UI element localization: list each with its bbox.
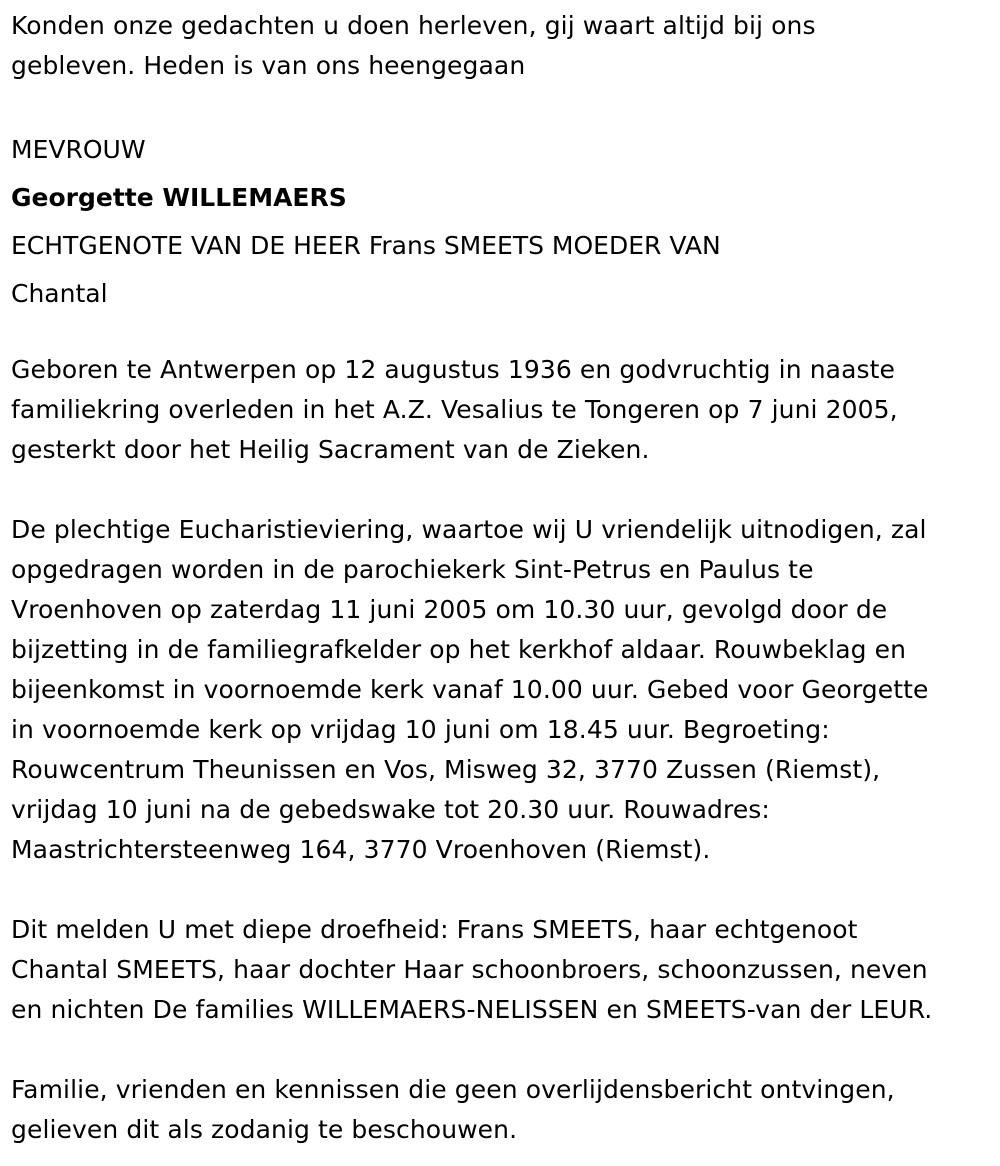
spacer	[11, 86, 1000, 126]
spacer	[11, 870, 1000, 910]
spouse-line: ECHTGENOTE VAN DE HEER Frans SMEETS MOEDER VAN	[11, 231, 721, 260]
announcers-paragraph: Dit melden U met diepe droefheid: Frans SMEETS, haar echtgenoot Chantal SMEETS, haar dochter Haar schoonbroers, schoonzussen, neven en nichten De families WILLEMAERS-NELISSEN en SMEETS-van der LEUR.	[11, 915, 933, 1024]
spacer	[11, 470, 1000, 510]
honorific-title: MEVROUW	[11, 135, 146, 164]
birth-death-paragraph: Geboren te Antwerpen op 12 augustus 1936 en godvruchtig in naaste familiekring overleden in het A.Z. Vesalius te Tongeren op 7 juni 2005, gesterkt door het Heilig Sacrament van de Zieken.	[11, 355, 898, 464]
spacer	[11, 318, 1000, 350]
ceremony-paragraph: De plechtige Eucharistieviering, waartoe wij U vriendelijk uitnodigen, zal opgedragen worden in de parochiekerk Sint-Petrus en Paulus te Vroenhoven op zaterdag 11 juni 2005 om 10.30 uur, gevolgd door de bijzetting in de familiegrafkelder op het kerkhof aldaar. Rouwbeklag en bijeenkomst in voornoemde kerk vanaf 10.00 uur. Gebed voor Georgette in voornoemde kerk op vrijdag 10 juni om 18.45 uur. Begroeting: Rouwcentrum Theunissen en Vos, Misweg 32, 3770 Zussen (Riemst), vrijdag 10 juni na de gebedswake tot 20.30 uur. Rouwadres: Maastrichtersteenweg 164, 3770 Vroenhoven (Riemst).	[11, 515, 929, 864]
deceased-name: Georgette WILLEMAERS	[11, 183, 347, 212]
child-name: Chantal	[11, 279, 108, 308]
spacer	[11, 1030, 1000, 1070]
intro-verse: Konden onze gedachten u doen herleven, gij waart altijd bij ons gebleven. Heden is van ons heengegaan	[11, 11, 816, 80]
closing-paragraph: Familie, vrienden en kennissen die geen overlijdensbericht ontvingen, gelieven dit als zodanig te beschouwen.	[11, 1075, 895, 1144]
